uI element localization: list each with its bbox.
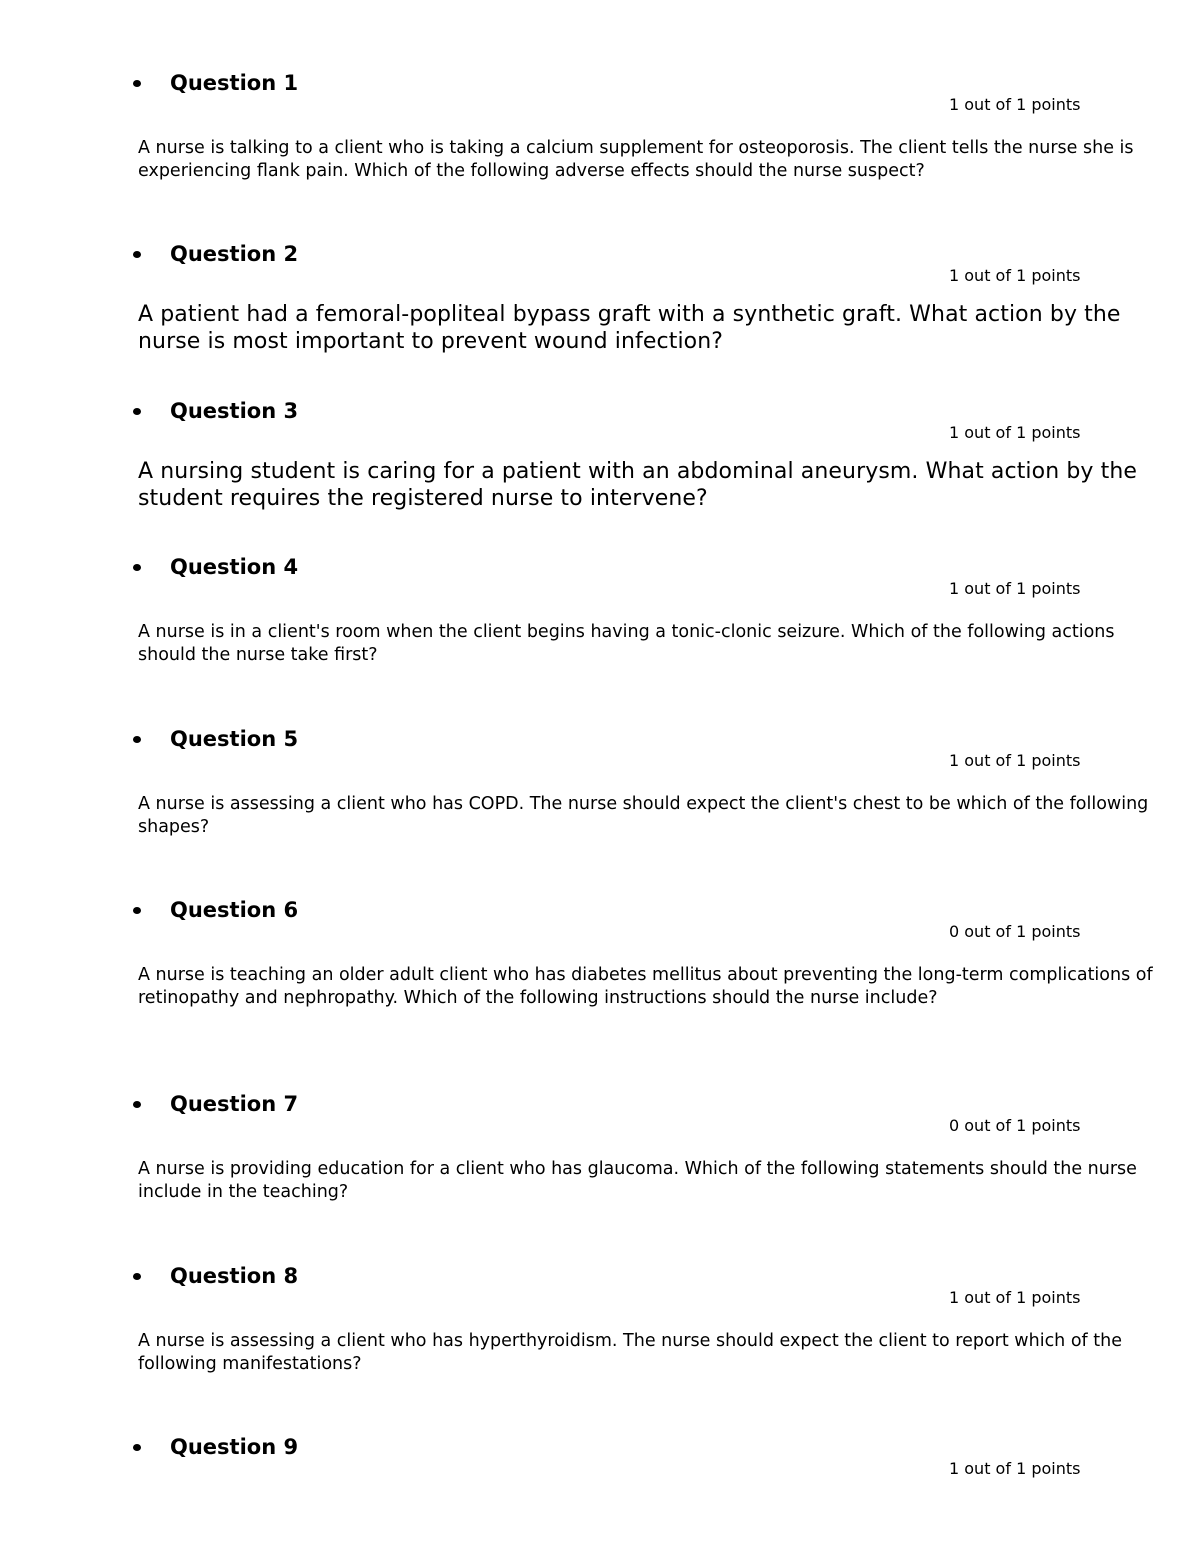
bullet-icon [133, 736, 141, 743]
question-title: Question 5 [170, 727, 299, 751]
question-title: Question 2 [170, 242, 299, 266]
question-header [0, 1263, 1200, 1307]
question-title: Question 9 [170, 1435, 299, 1459]
bullet-icon [133, 408, 141, 415]
question-points: 1 out of 1 points [949, 1459, 1081, 1478]
question-points: 1 out of 1 points [949, 1288, 1081, 1307]
question-points: 1 out of 1 points [949, 95, 1081, 114]
question-header [0, 1434, 1200, 1478]
question-points: 0 out of 1 points [949, 1116, 1081, 1135]
question-points: 1 out of 1 points [949, 266, 1081, 285]
question-points: 1 out of 1 points [949, 423, 1081, 442]
bullet-icon [133, 80, 141, 87]
question-text: A nurse is assessing a client who has hyperthyroidism. The nurse should expect the client to report which of the following manifestations? [138, 1331, 1122, 1374]
question-title: Question 6 [170, 898, 299, 922]
question-title: Question 3 [170, 399, 299, 423]
question-header [0, 1091, 1200, 1135]
question-header [0, 726, 1200, 770]
question-title: Question 4 [170, 555, 299, 579]
bullet-icon [133, 564, 141, 571]
question-text: A nurse is providing education for a client who has glaucoma. Which of the following statements should the nurse include in the teaching? [138, 1159, 1137, 1202]
question-points: 1 out of 1 points [949, 579, 1081, 598]
bullet-icon [133, 1444, 141, 1451]
question-text: A nurse is talking to a client who is taking a calcium supplement for osteoporosis. The client tells the nurse she is experiencing flank pain. Which of the following adverse effects should the nurse suspect? [138, 138, 1134, 181]
question-points: 0 out of 1 points [949, 922, 1081, 941]
question-header [0, 70, 1200, 114]
question-title: Question 7 [170, 1092, 299, 1116]
question-text: A patient had a femoral-popliteal bypass graft with a synthetic graft. What action by the nurse is most important to prevent wound infection? [138, 302, 1121, 354]
question-header [0, 554, 1200, 598]
question-header [0, 897, 1200, 941]
bullet-icon [133, 907, 141, 914]
question-text: A nursing student is caring for a patient with an abdominal aneurysm. What action by the student requires the registered nurse to intervene? [138, 459, 1138, 511]
question-text: A nurse is in a client's room when the client begins having a tonic-clonic seizure. Which of the following actions should the nurse take first? [138, 622, 1115, 665]
question-text: A nurse is teaching an older adult client who has diabetes mellitus about preventing the long-term complications of retinopathy and nephropathy. Which of the following instructions should the nurse include? [138, 965, 1153, 1008]
bullet-icon [133, 251, 141, 258]
question-title: Question 1 [170, 71, 299, 95]
question-title: Question 8 [170, 1264, 299, 1288]
question-points: 1 out of 1 points [949, 751, 1081, 770]
question-header [0, 241, 1200, 285]
question-text: A nurse is assessing a client who has COPD. The nurse should expect the client's chest to be which of the following shapes? [138, 794, 1149, 837]
bullet-icon [133, 1273, 141, 1280]
question-header [0, 398, 1200, 442]
bullet-icon [133, 1101, 141, 1108]
